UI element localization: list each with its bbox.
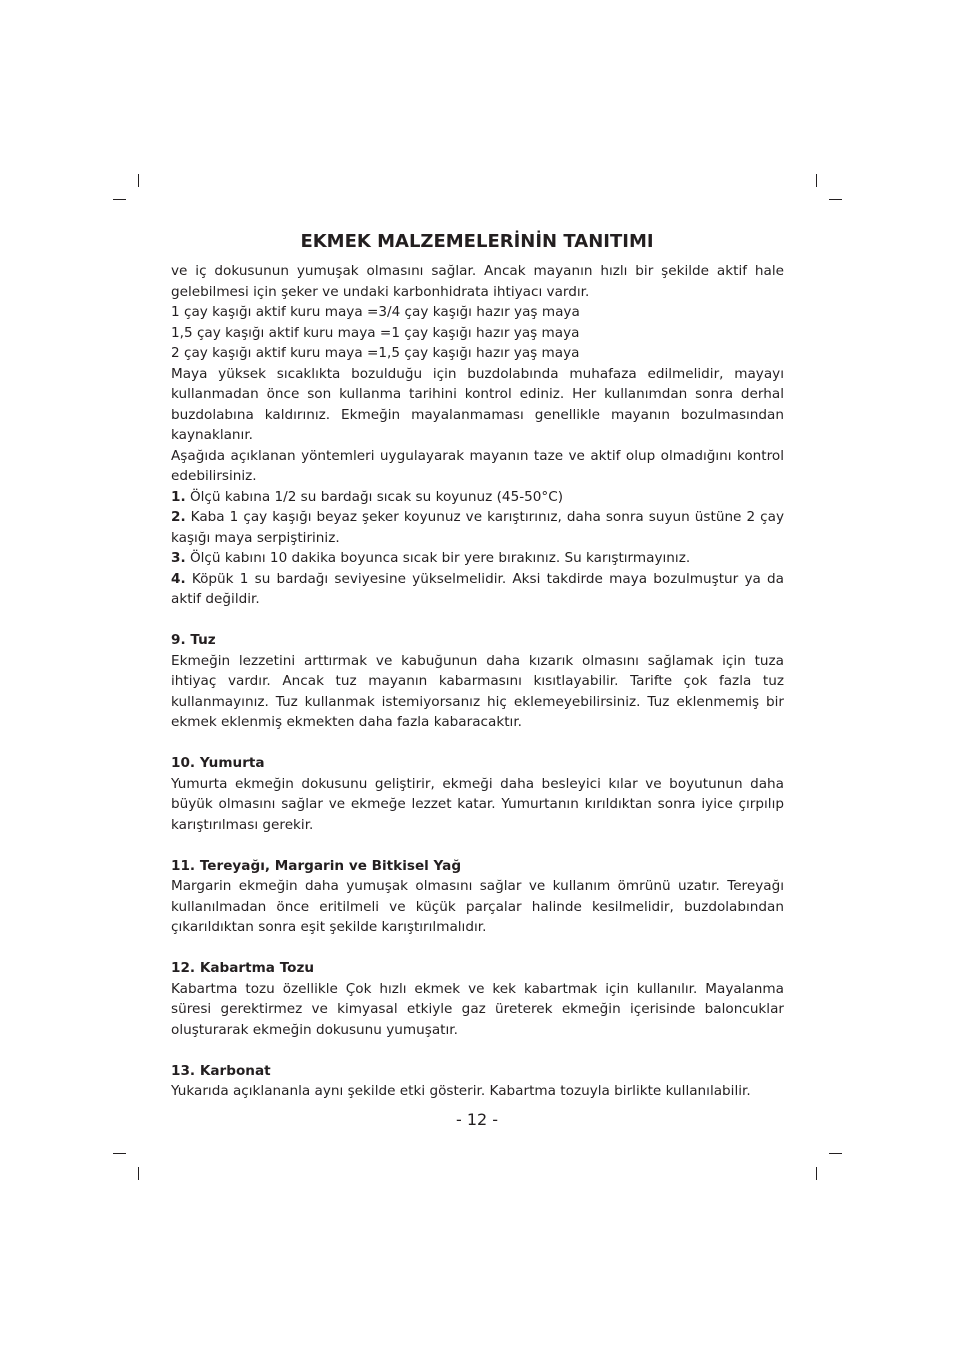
- section-body-karbonat: Yukarıda açıklananla aynı şekilde etki gösterir. Kabartma tozuyla birlikte kullanılabilir.: [171, 1083, 751, 1099]
- step-item: [171, 548, 784, 569]
- storage-paragraph: Maya yüksek sıcaklıkta bozulduğu için buzdolabında muhafaza edilmelidir, mayayı kullanmadan önce son kullanma tarihini kontrol ediniz. Her kullanımdan sonra derhal buzdolabına kaldırınız. Ekmeğin mayalanmaması genellikle mayanın bozulmasından kaynaklanır.: [171, 365, 784, 443]
- step-item: [171, 569, 784, 610]
- crop-mark-top-left-horizontal: [113, 199, 126, 200]
- conversion-line: 1 çay kaşığı aktif kuru maya =3/4 çay kaşığı hazır yaş maya: [171, 304, 580, 320]
- section-heading-karbonat: 13. Karbonat: [171, 1062, 271, 1079]
- step-number: 1.: [171, 488, 186, 505]
- step-text: Kaba 1 çay kaşığı beyaz şeker koyunuz ve karıştırınız, daha sonra suyun üstüne 2 çay kaşığı maya serpiştiriniz.: [171, 509, 784, 546]
- intro-paragraph: ve iç dokusunun yumuşak olmasını sağlar. Ancak mayanın hızlı bir şekilde aktif hale gelebilmesi için şeker ve undaki karbonhidrata ihtiyacı vardır.: [171, 263, 784, 300]
- step-item: [171, 507, 784, 548]
- section-heading-yag: 11. Tereyağı, Margarin ve Bitkisel Yağ: [171, 857, 462, 874]
- step-item: [171, 487, 784, 508]
- step-number: 3.: [171, 550, 186, 566]
- crop-mark-top-left-vertical: [138, 174, 139, 187]
- section-body-yag: Margarin ekmeğin daha yumuşak olmasını sağlar ve kullanım ömrünü uzatır. Tereyağı kullanılmadan önce eritilmeli ve küçük parçalar halinde kesilmelidir, buzdolabından çıkarıldıktan sonra eşit şekilde karıştırılmalıdır.: [171, 878, 784, 935]
- section-heading-kabartma-tozu: 12. Kabartma Tozu: [171, 960, 315, 976]
- crop-mark-top-right-vertical: [816, 174, 817, 187]
- page-number: - 12 -: [455, 1110, 499, 1129]
- test-intro-paragraph: Aşağıda açıklanan yöntemleri uygulayarak mayanın taze ve aktif olup olmadığını kontrol edebilirsiniz.: [171, 447, 784, 484]
- conversion-line: 2 çay kaşığı aktif kuru maya =1,5 çay kaşığı hazır yaş maya: [171, 345, 580, 361]
- section-body-kabartma-tozu: Kabartma tozu özellikle Çok hızlı ekmek ve kek kabartmak için kullanılır. Mayalanma süresi gerektirmez ve kimyasal etkiyle gaz üreterek ekmeğin içerisinde baloncuklar oluşturarak ekmeğin dokusunu yumuşatır.: [171, 980, 784, 1038]
- section-body-tuz: Ekmeğin lezzetini arttırmak ve kabuğunun daha kızarık olmasını sağlamak için tuza ihtiyaç vardır. Ancak tuz mayanın kabarmasını kısıtlayabilir. Tarifte çok fazla tuz kullanmayınız. Tuz kullanmak istemiyorsanız hiç eklemeyebilirsiniz. Tuz eklenmemiş bir ekmek eklenmiş ekmekten daha fazla kabaracaktır.: [171, 652, 784, 730]
- step-text: Ölçü kabını 10 dakika boyunca sıcak bir yere bırakınız. Su karıştırmayınız.: [189, 550, 691, 566]
- document-body: [171, 261, 784, 1102]
- step-text: Köpük 1 su bardağı seviyesine yükselmelidir. Aksi takdirde maya bozulmuştur ya da aktif değildir.: [171, 570, 784, 607]
- crop-mark-bottom-right-vertical: [816, 1167, 817, 1180]
- conversion-line: 1,5 çay kaşığı aktif kuru maya =1 çay kaşığı hazır yaş maya: [171, 324, 580, 341]
- step-number: 4.: [171, 570, 186, 587]
- crop-mark-bottom-right-horizontal: [829, 1153, 842, 1154]
- page-title: EKMEK MALZEMELERİNİN TANITIMI: [300, 231, 654, 252]
- crop-mark-bottom-left-vertical: [138, 1167, 139, 1180]
- step-number: 2.: [171, 509, 186, 525]
- section-heading-tuz: 9. Tuz: [171, 632, 216, 648]
- crop-mark-bottom-left-horizontal: [113, 1153, 126, 1154]
- section-heading-yumurta: 10. Yumurta: [171, 755, 265, 771]
- crop-mark-top-right-horizontal: [829, 199, 842, 200]
- section-body-yumurta: Yumurta ekmeğin dokusunu geliştirir, ekmeği daha besleyici kılar ve boyutunun daha büyük olmasını sağlar ve ekmeğe lezzet katar. Yumurtanın kırıldıktan sonra iyice çırpılıp karıştırılması gerekir.: [171, 775, 784, 833]
- step-text: Ölçü kabına 1/2 su bardağı sıcak su koyunuz (45-50°C): [189, 488, 564, 505]
